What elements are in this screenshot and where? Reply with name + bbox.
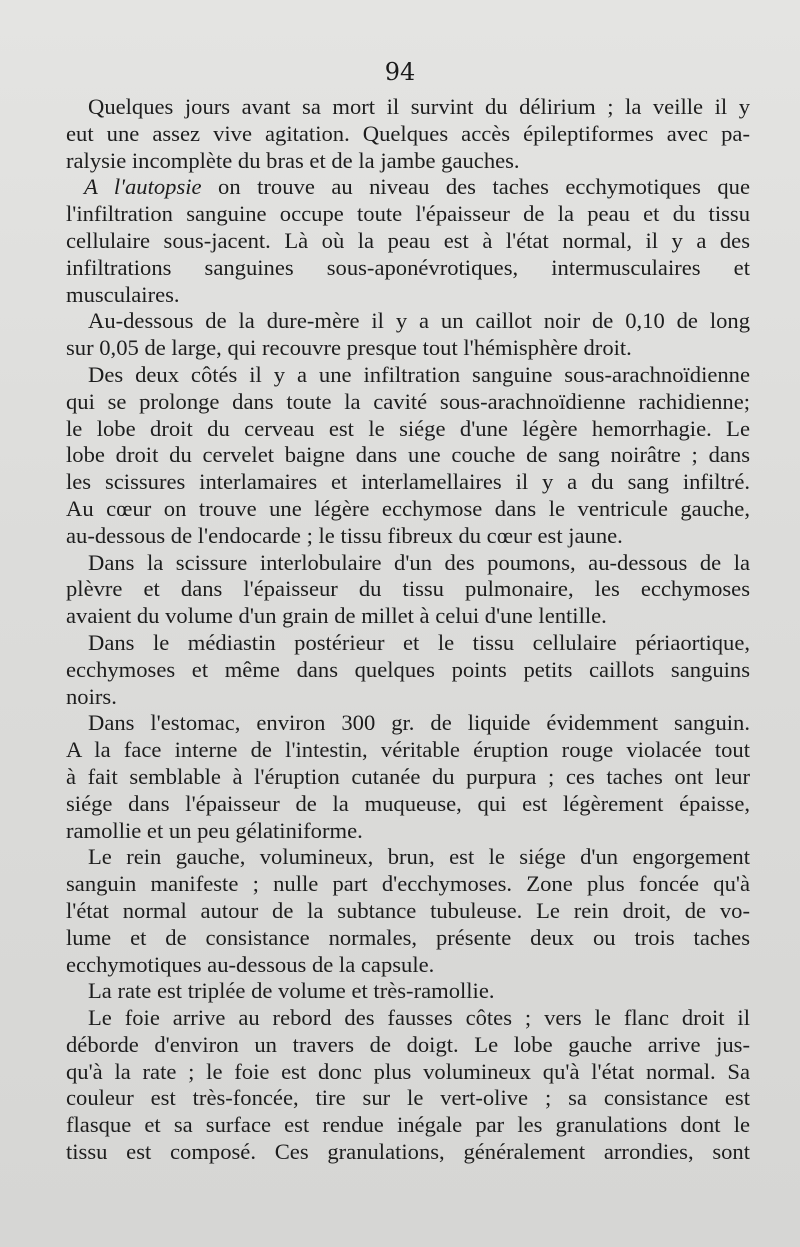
text-line: Le rein gauche, volumineux, brun, est le siége d'un engorgement	[88, 844, 750, 870]
text-line: infiltrations sanguines sous-aponévrotiques, intermusculaires et	[66, 254, 750, 280]
text-line: qu'à la rate ; le foie est donc plus volumineux qu'à l'état normal. Sa	[66, 1058, 750, 1084]
text-line: à fait semblable à l'éruption cutanée du purpura ; ces taches ont leur	[66, 763, 750, 789]
text-line: Au cœur on trouve une légère ecchymose dans le ventricule gauche,	[66, 495, 750, 521]
text-line: ramollie et un peu gélatiniforme.	[66, 817, 363, 843]
text-line: A la face interne de l'intestin, véritable éruption rouge violacée tout	[66, 737, 750, 763]
text-line: déborde d'environ un travers de doigt. Le lobe gauche arrive jus-	[66, 1031, 750, 1057]
text-line: Le foie arrive au rebord des fausses côtes ; vers le flanc droit il	[88, 1005, 750, 1031]
body-text	[66, 94, 750, 1166]
italic-phrase: A l'autopsie	[84, 174, 202, 200]
text-line: cellulaire sous-jacent. Là où la peau est à l'état normal, il y a des	[66, 227, 750, 253]
text-line: qui se prolonge dans toute la cavité sous-arachnoïdienne rachidienne;	[66, 388, 750, 414]
text-line: l'infiltration sanguine occupe toute l'épaisseur de la peau et du tissu	[66, 201, 750, 227]
text-line: ecchymoses et même dans quelques points petits caillots sanguins	[66, 656, 750, 682]
text-line: La rate est triplée de volume et très-ramollie.	[88, 978, 495, 1004]
text-line: l'état normal autour de la subtance tubuleuse. Le rein droit, de vo-	[66, 897, 750, 923]
text-line: sur 0,05 de large, qui recouvre presque tout l'hémisphère droit.	[66, 335, 632, 361]
text-line: couleur est très-foncée, tire sur le vert-olive ; sa consistance est	[66, 1085, 750, 1111]
text-line: au-dessous de l'endocarde ; le tissu fibreux du cœur est jaune.	[66, 522, 623, 548]
text-line: ralysie incomplète du bras et de la jambe gauches.	[66, 147, 520, 173]
text-line: ecchymotiques au-dessous de la capsule.	[66, 951, 435, 977]
text-line: Quelques jours avant sa mort il survint du délirium ; la veille il y	[88, 94, 750, 119]
text-line: Dans le médiastin postérieur et le tissu cellulaire périaortique,	[88, 629, 750, 655]
text-line: Dans l'estomac, environ 300 gr. de liquide évidemment sanguin.	[88, 710, 750, 736]
text-line: lume et de consistance normales, présente deux ou trois taches	[66, 924, 750, 950]
text-line: plèvre et dans l'épaisseur du tissu pulmonaire, les ecchymoses	[66, 576, 750, 602]
text-line: eut une assez vive agitation. Quelques accès épileptiformes avec pa-	[66, 120, 750, 146]
text-line: avaient du volume d'un grain de millet à celui d'une lentille.	[66, 603, 607, 629]
page-number: 94	[384, 58, 416, 86]
text-line: A l'autopsie on trouve au niveau des taches ecchymotiques que	[84, 174, 750, 200]
text-line: le lobe droit du cerveau est le siége d'une légère hemorrhagie. Le	[66, 415, 750, 441]
text-line: flasque et sa surface est rendue inégale par les granulations dont le	[66, 1112, 750, 1138]
text-line: les scissures interlamaires et interlamellaires il y a du sang infiltré.	[66, 469, 750, 495]
text-line: noirs.	[66, 683, 117, 709]
text-line: sanguin manifeste ; nulle part d'ecchymoses. Zone plus foncée qu'à	[66, 871, 750, 897]
text-line: musculaires.	[66, 281, 180, 307]
text-line: tissu est composé. Ces granulations, généralement arrondies, sont	[66, 1139, 750, 1165]
text-line: siége dans l'épaisseur de la muqueuse, qui est légèrement épaisse,	[66, 790, 750, 816]
text-line: Des deux côtés il y a une infiltration sanguine sous-arachnoïdienne	[88, 361, 750, 387]
text-line: Au-dessous de la dure-mère il y a un caillot noir de 0,10 de long	[88, 308, 750, 334]
text-line: lobe droit du cervelet baigne dans une couche de sang noirâtre ; dans	[66, 442, 750, 468]
text-line: Dans la scissure interlobulaire d'un des poumons, au-dessous de la	[88, 549, 750, 575]
